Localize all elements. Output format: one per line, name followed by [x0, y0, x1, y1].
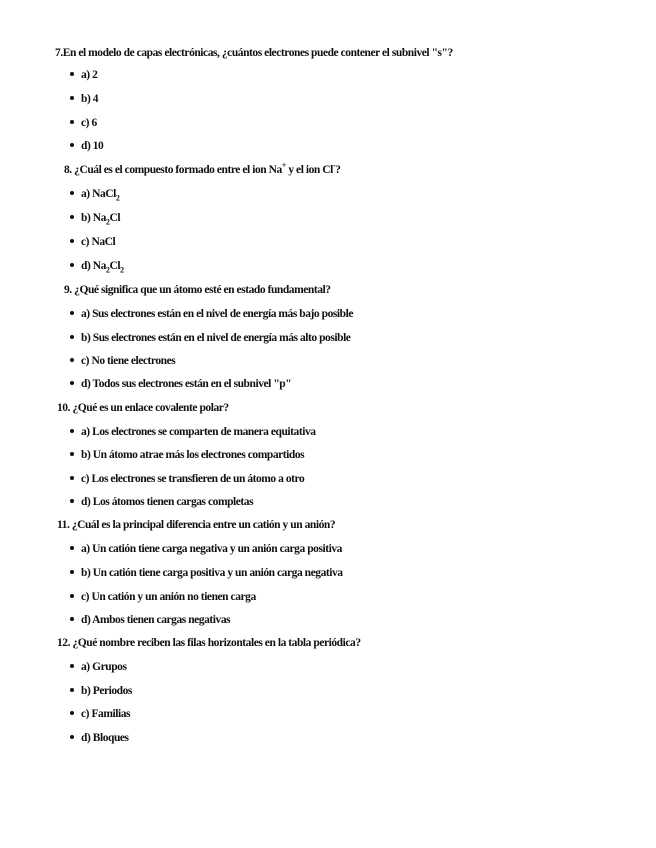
question-text: ¿Qué significa que un átomo esté en estado fundamental? — [74, 284, 331, 296]
option-7b: b) 4 — [70, 92, 98, 106]
bullet-icon — [70, 570, 74, 574]
option-10d: d) Los átomos tienen cargas completas — [70, 495, 253, 509]
option-9c: c) No tiene electrones — [70, 354, 175, 368]
option-8c: c) NaCl — [70, 235, 115, 249]
option-11c: c) Un catión y un anión no tienen carga — [70, 590, 256, 604]
question-text: ¿Qué nombre reciben las filas horizontales en la tabla periódica? — [72, 637, 361, 649]
question-10 — [57, 401, 229, 415]
question-number: 12. — [57, 637, 71, 649]
bullet-icon — [70, 452, 74, 456]
option-8a: a) NaCl$_2$ — [70, 187, 119, 201]
bullet-icon — [70, 429, 74, 433]
bullet-icon — [70, 499, 74, 503]
bullet-icon — [70, 215, 74, 219]
bullet-icon — [70, 711, 74, 715]
question-number: 11. — [57, 519, 70, 531]
bullet-icon — [70, 72, 74, 76]
bullet-icon — [70, 143, 74, 147]
bullet-icon — [70, 239, 74, 243]
bullet-icon — [70, 476, 74, 480]
bullet-icon — [70, 617, 74, 621]
option-9d: d) Todos sus electrones están en el subnivel "p" — [70, 377, 291, 391]
bullet-icon — [70, 664, 74, 668]
option-12d: d) Bloques — [70, 731, 129, 745]
question-7 — [55, 46, 453, 60]
option-8b: b) $Na_2Cl$ — [70, 211, 120, 225]
option-10b: b) Un átomo atrae más los electrones compartidos — [70, 448, 304, 462]
option-7d: d) 10 — [70, 139, 103, 153]
option-10c: c) Los electrones se transfieren de un átomo a otro — [70, 472, 304, 486]
bullet-icon — [70, 688, 74, 692]
option-10a: a) Los electrones se comparten de manera equitativa — [70, 425, 316, 439]
bullet-icon — [70, 735, 74, 739]
question-text: En el modelo de capas electrónicas, ¿cuántos electrones puede contener el subnivel "s"? — [62, 47, 453, 59]
option-12a: a) Grupos — [70, 660, 126, 674]
option-11a: a) Un catión tiene carga negativa y un anión carga positiva — [70, 542, 342, 556]
option-8d: d) $Na_2Cl_2$ — [70, 259, 124, 273]
bullet-icon — [70, 546, 74, 550]
question-8: 8. ¿Cuál es el compuesto formado entre el ion Na+ y el ion Cl-? — [64, 161, 341, 176]
bullet-icon — [70, 120, 74, 124]
option-7c: c) 6 — [70, 116, 97, 130]
bullet-icon — [70, 96, 74, 100]
question-text: ¿Qué es un enlace covalente polar? — [72, 402, 229, 414]
question-9 — [64, 283, 331, 297]
bullet-icon — [70, 358, 74, 362]
bullet-icon — [70, 311, 74, 315]
question-12 — [57, 636, 361, 650]
option-7a: a) 2 — [70, 68, 97, 82]
question-text: ¿Cuál es la principal diferencia entre un catión y un anión? — [71, 519, 336, 531]
question-number: 8. — [64, 164, 72, 176]
question-number: 9. — [64, 284, 72, 296]
option-9b: b) Sus electrones están en el nivel de energía más alto posible — [70, 331, 350, 345]
option-11d: d) Ambos tienen cargas negativas — [70, 613, 230, 627]
bullet-icon — [70, 594, 74, 598]
option-9a: a) Sus electrones están en el nivel de energía más bajo posible — [70, 307, 353, 321]
bullet-icon — [70, 335, 74, 339]
bullet-icon — [70, 381, 74, 385]
question-number: 10. — [57, 402, 71, 414]
option-11b: b) Un catión tiene carga positiva y un anión carga negativa — [70, 566, 343, 580]
bullet-icon — [70, 191, 74, 195]
question-11 — [57, 518, 335, 532]
question-number: 7. — [55, 47, 63, 59]
bullet-icon — [70, 263, 74, 267]
option-12b: b) Periodos — [70, 684, 132, 698]
option-12c: c) Familias — [70, 707, 130, 721]
